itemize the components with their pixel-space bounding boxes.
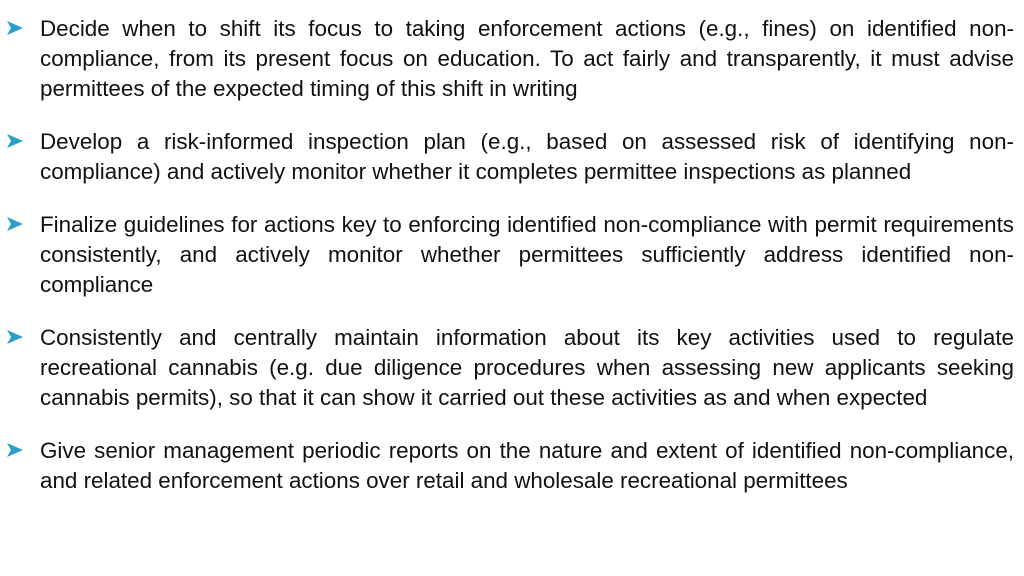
list-item <box>4 210 1014 300</box>
list-item-text: Consistently and centrally maintain information about its key activities used to regulate recreational cannabis (e.g. due diligence procedures when assessing new applicants seeking cannabis permits), so that it can show it carried out these activities as and when expected <box>40 325 1014 410</box>
list-item <box>4 436 1014 496</box>
arrowhead-bullet-icon <box>4 14 40 42</box>
arrowhead-bullet-icon <box>4 323 40 351</box>
recommendations-list <box>4 14 1014 496</box>
list-item <box>4 127 1014 187</box>
list-item-text: Finalize guidelines for actions key to enforcing identified non-compliance with permit requirements consistently, and actively monitor whether permittees sufficiently address identified non-compliance <box>40 212 1014 297</box>
list-item <box>4 323 1014 413</box>
arrowhead-bullet-icon <box>4 127 40 155</box>
arrowhead-bullet-icon <box>4 210 40 238</box>
list-item-text: Develop a risk-informed inspection plan (e.g., based on assessed risk of identifying non-compliance) and actively monitor whether it completes permittee inspections as planned <box>40 129 1014 184</box>
list-item <box>4 14 1014 104</box>
list-item-text: Decide when to shift its focus to taking enforcement actions (e.g., fines) on identified non-compliance, from its present focus on education. To act fairly and transparently, it must advise permittees of the expected timing of this shift in writing <box>40 16 1014 101</box>
list-item-text: Give senior management periodic reports on the nature and extent of identified non-compliance, and related enforcement actions over retail and wholesale recreational permittees <box>40 438 1014 493</box>
arrowhead-bullet-icon <box>4 436 40 464</box>
